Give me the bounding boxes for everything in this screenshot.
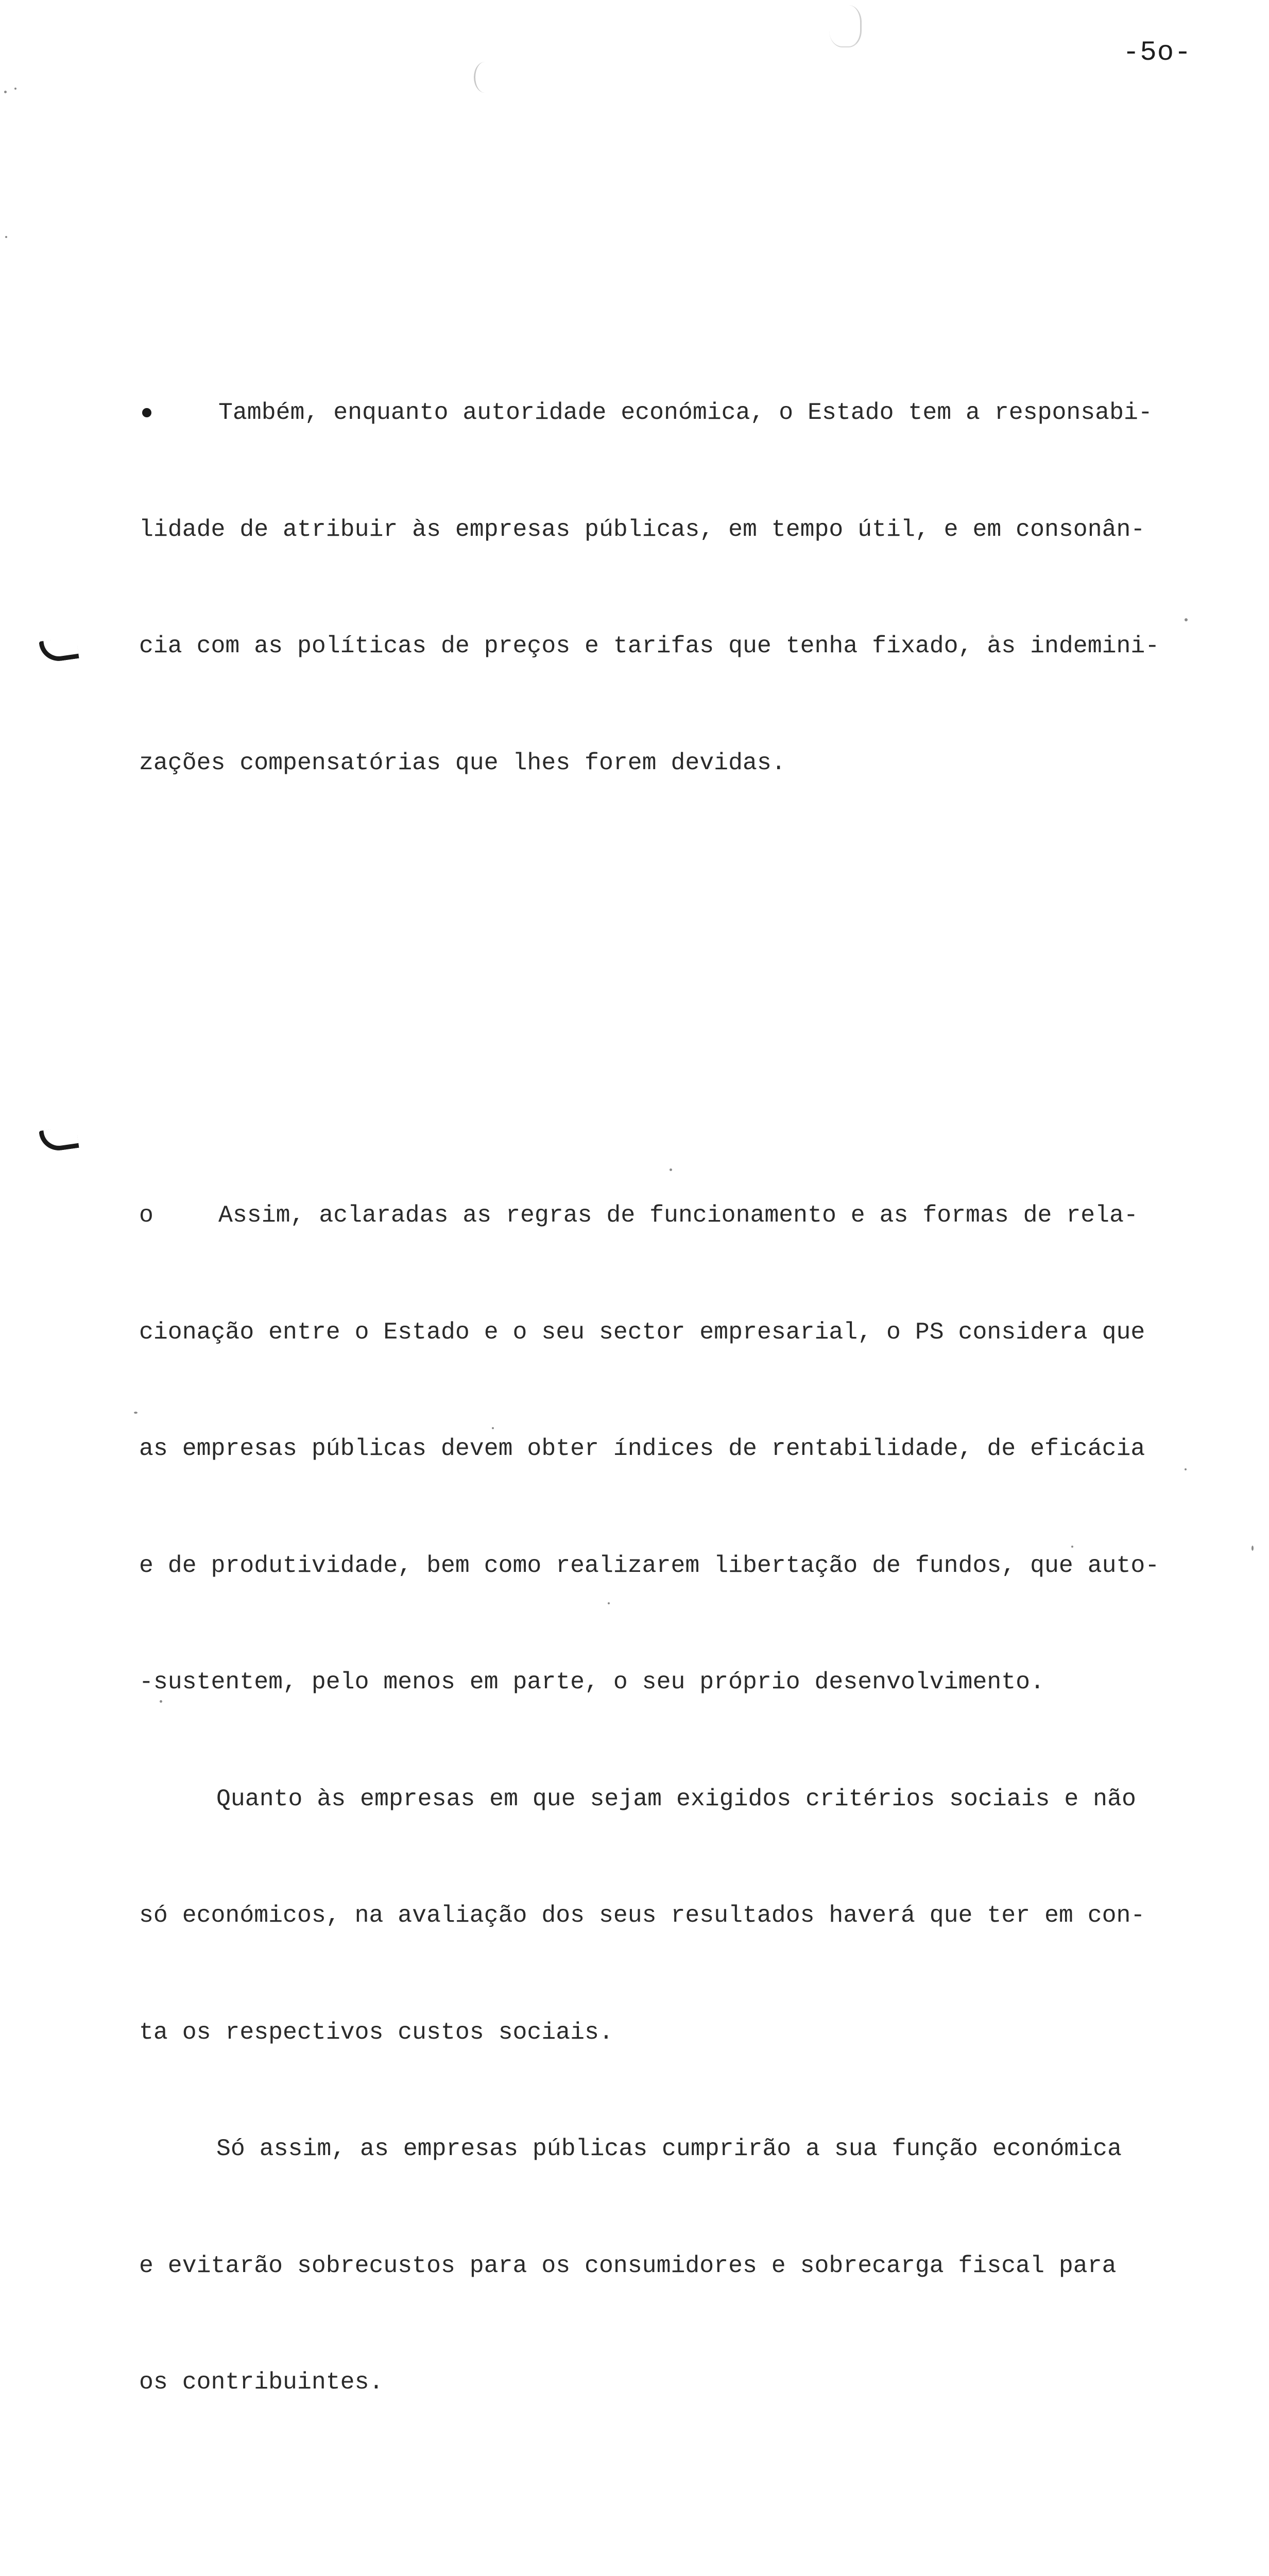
paper-speck [4,91,7,93]
text-line: cia com as políticas de preços e tarifas que tenha fixado, as indemini- [139,626,1231,666]
text-line: Quanto às empresas em que sejam exigidos critérios sociais e não [139,1780,1231,1819]
paper-speck [5,236,7,238]
text-line: as empresas públicas devem obter índices de rentabilidade, de eficácia [139,1429,1231,1468]
margin-check-mark [39,1126,79,1153]
circle-marker: o [139,1196,153,1235]
text-line: cionação entre o Estado e o seu sector empresarial, o PS considera que [139,1313,1231,1352]
text-line: e de produtividade, bem como realizarem libertação de fundos, que auto- [139,1546,1231,1585]
faint-smudge [474,62,496,93]
text-line: Também, enquanto autoridade económica, o Estado tem a responsabi- [139,393,1231,432]
text-line: -sustentem, pelo menos em parte, o seu próprio desenvolvimento. [139,1663,1231,1702]
text-line: ta os respectivos custos sociais. [139,2013,1231,2052]
margin-check-mark [39,636,79,664]
text-line: zações compensatórias que lhes forem devidas. [139,743,1231,783]
page-number: -5o- [1123,37,1192,69]
text-line: lidade de atribuir às empresas públicas, em tempo útil, e em consonân- [139,510,1231,549]
paragraph-gap [139,938,1231,962]
text-line: só económicos, na avaliação dos seus resultados haverá que ter em con- [139,1896,1231,1935]
paragraph-gap [139,2557,1231,2576]
paper-speck [14,88,16,90]
text-line: os contribuintes. [139,2363,1231,2402]
paper-speck [1251,1546,1254,1551]
text-line: o Assim, aclaradas as regras de funcionamento e as formas de rela- [139,1196,1231,1235]
text-line: Só assim, as empresas públicas cumprirão a sua função económica [139,2129,1231,2168]
paragraph [139,1118,1231,2480]
faint-smudge [829,5,862,47]
body-text [139,160,1231,2576]
paragraph [139,315,1231,860]
text-line: e evitarão sobrecustos para os consumidores e sobrecarga fiscal para [139,2246,1231,2285]
paper-speck [134,1412,138,1414]
bullet-icon [142,408,151,417]
